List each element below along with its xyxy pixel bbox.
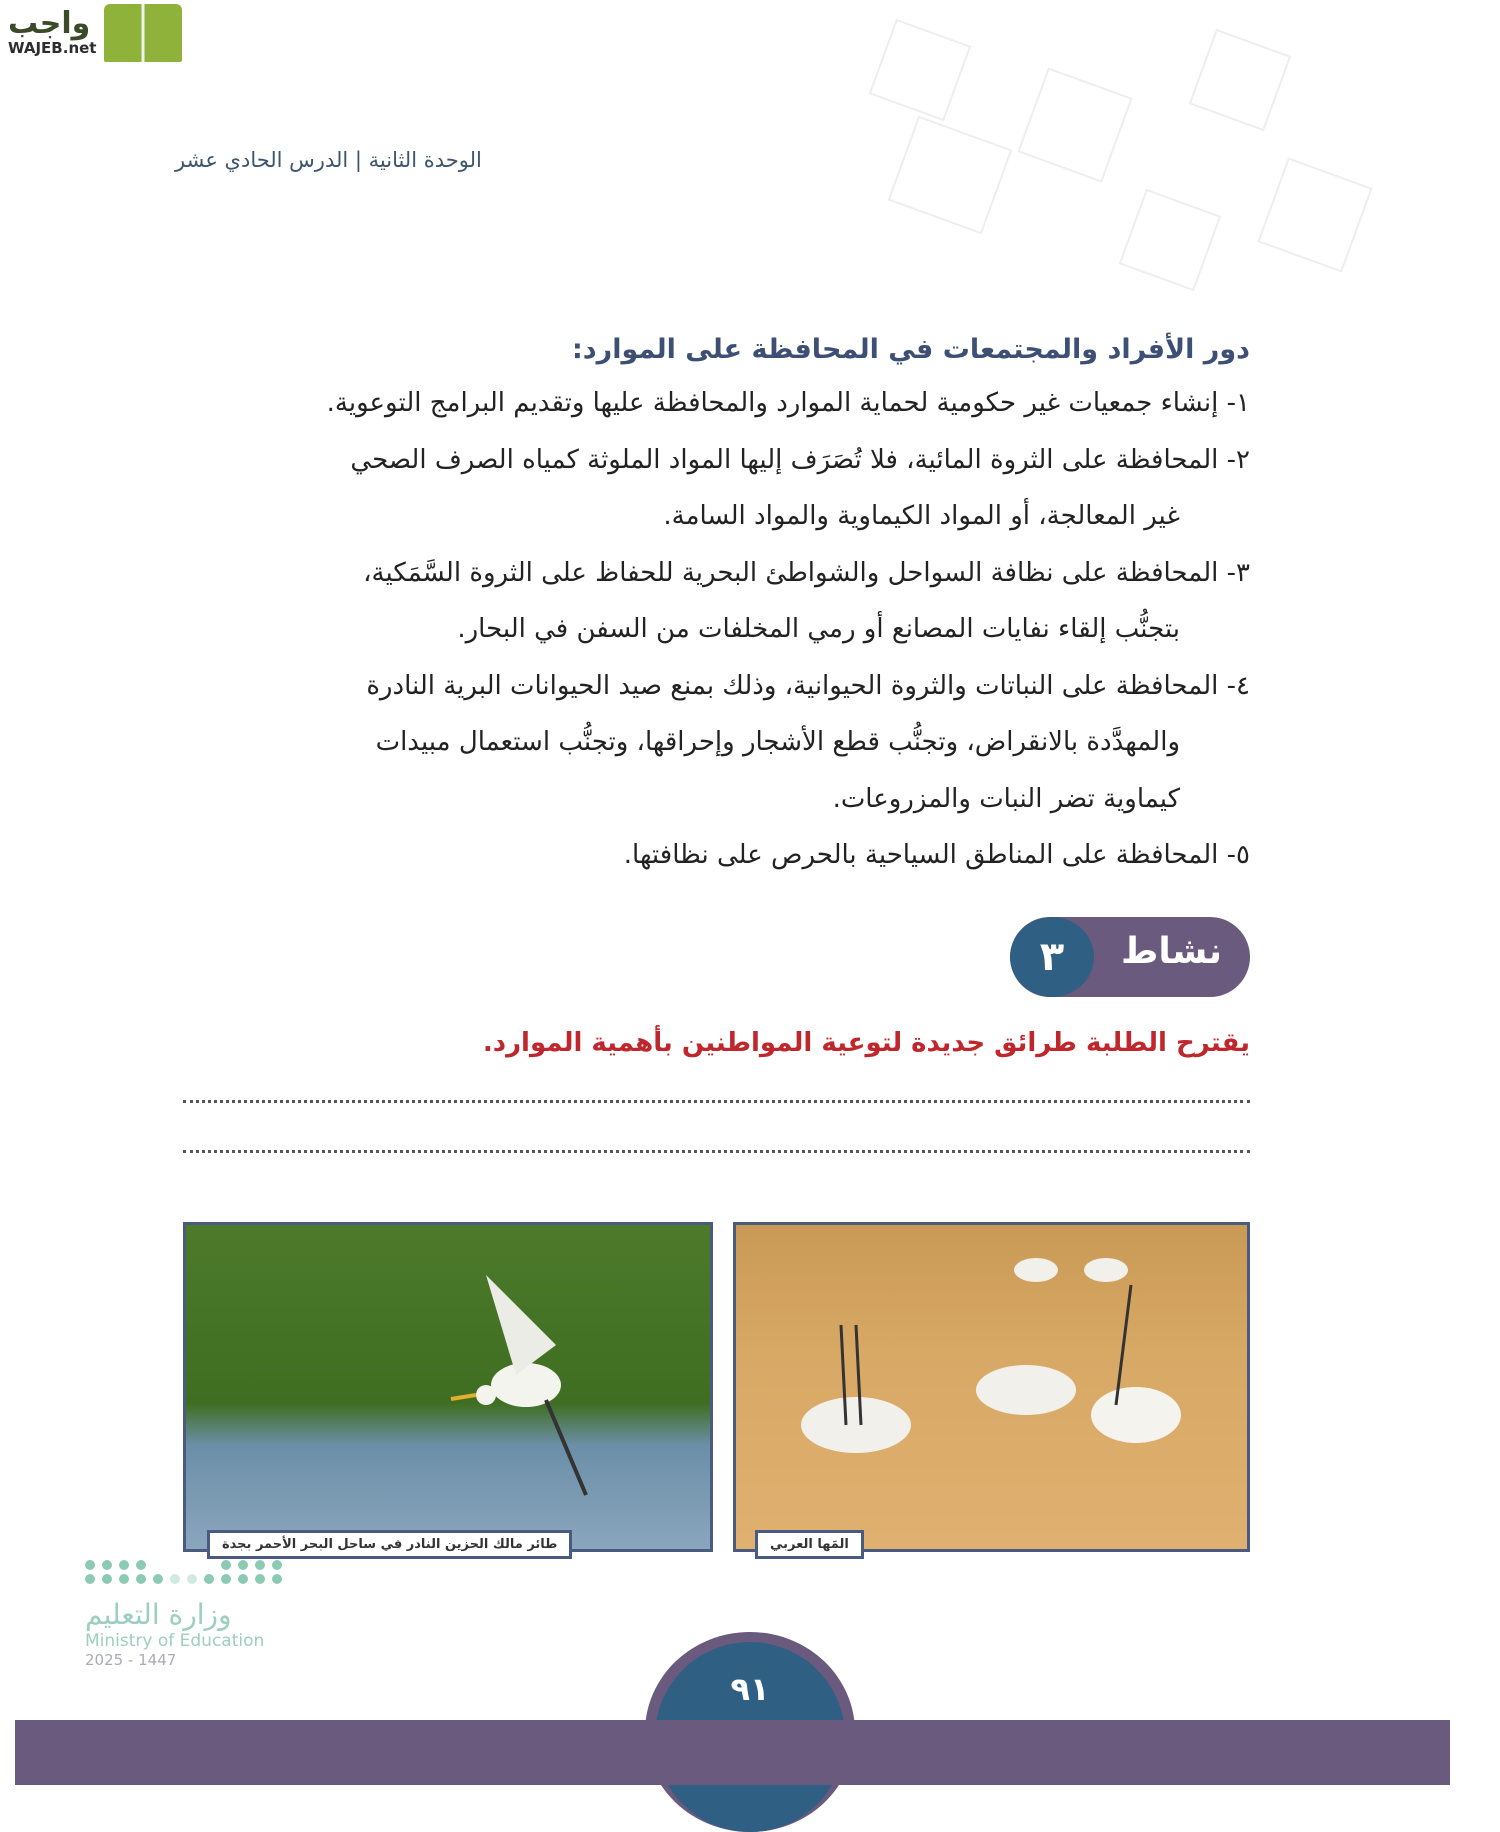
list-item: ١- إنشاء جمعيات غير حكومية لحماية الموارد والمحافظة عليها وتقديم البرامج التوعوية. — [326, 388, 1250, 418]
oryx-photo — [733, 1222, 1250, 1552]
list-item-continuation: بتجنُّب إلقاء نفايات المصانع أو رمي المخلفات من السفن في البحار. — [457, 614, 1180, 644]
activity-number: ٣ — [1010, 917, 1094, 997]
activity-label: نشاط — [1120, 931, 1222, 972]
list-item: ٥- المحافظة على المناطق السياحية بالحرص على نظافتها. — [623, 840, 1250, 870]
list-item: ٢- المحافظة على الثروة المائية، فلا تُصَرَف إليها المواد الملوثة كمياه الصرف الصحي — [350, 444, 1250, 475]
footer-band — [15, 1720, 1450, 1785]
activity-badge — [1010, 917, 1250, 997]
oryx-icon — [736, 1225, 1253, 1555]
heron-caption: طائر مالك الحزين النادر في ساحل البحر الأحمر بجدة — [207, 1530, 572, 1559]
list-item: ٣- المحافظة على نظافة السواحل والشواطئ البحرية للحفاظ على الثروة السَّمَكية، — [363, 557, 1250, 588]
list-item-continuation: كيماوية تضر النبات والمزروعات. — [832, 783, 1180, 814]
breadcrumb: الوحدة الثانية | الدرس الحادي عشر — [175, 148, 482, 172]
ministry-dots-icon — [85, 1560, 285, 1584]
ministry-logo — [85, 1560, 285, 1669]
section-heading: دور الأفراد والمجتمعات في المحافظة على الموارد: — [572, 334, 1250, 365]
activity-task: يقترح الطلبة طرائق جديدة لتوعية المواطنين بأهمية الموارد. — [482, 1028, 1250, 1058]
heron-photo — [183, 1222, 713, 1552]
oryx-caption: المَها العربي — [755, 1530, 864, 1559]
logo-arabic: واجب — [8, 6, 91, 41]
wajeb-logo — [8, 4, 182, 62]
answer-line[interactable] — [183, 1100, 1250, 1103]
answer-line[interactable] — [183, 1150, 1250, 1153]
section-content — [180, 325, 1250, 884]
list-item: ٤- المحافظة على النباتات والثروة الحيوانية، وذلك بمنع صيد الحيوانات البرية النادرة — [366, 670, 1250, 701]
page-number: ٩١ — [655, 1642, 845, 1832]
ministry-arabic: وزارة التعليم — [85, 1598, 232, 1631]
ministry-english: Ministry of Education — [85, 1631, 265, 1651]
list-item-continuation: غير المعالجة، أو المواد الكيماوية والمواد السامة. — [663, 501, 1180, 531]
book-icon — [104, 4, 182, 62]
list-item-continuation: والمهدَّدة بالانقراض، وتجنُّب قطع الأشجار وإحراقها، وتجنُّب استعمال مبيدات — [375, 727, 1180, 757]
logo-latin: WAJEB.net — [8, 39, 97, 57]
heron-icon — [186, 1225, 716, 1555]
ministry-year: 2025 - 1447 — [85, 1651, 177, 1669]
